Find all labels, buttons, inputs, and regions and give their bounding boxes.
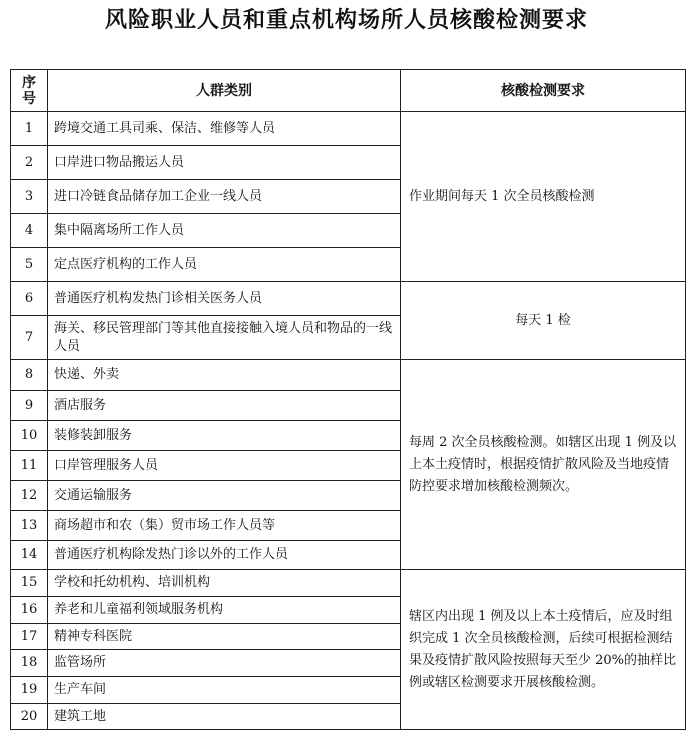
table-row xyxy=(11,570,686,597)
row-group: 普通医疗机构除发热门诊以外的工作人员 xyxy=(48,541,401,570)
table-row xyxy=(11,112,686,146)
row-number: 17 xyxy=(11,624,48,650)
row-number: 20 xyxy=(11,704,48,730)
row-number: 1 xyxy=(11,112,48,146)
testing-requirements-table xyxy=(10,69,686,730)
row-number: 12 xyxy=(11,481,48,511)
row-group: 精神专科医院 xyxy=(48,624,401,650)
row-group: 海关、移民管理部门等其他直接接触入境人员和物品的一线人员 xyxy=(48,316,401,360)
row-group: 定点医疗机构的工作人员 xyxy=(48,248,401,282)
row-group: 建筑工地 xyxy=(48,704,401,730)
row-number: 2 xyxy=(11,146,48,180)
row-number: 9 xyxy=(11,391,48,421)
row-number: 14 xyxy=(11,541,48,570)
row-group: 学校和托幼机构、培训机构 xyxy=(48,570,401,597)
row-number: 15 xyxy=(11,570,48,597)
row-group: 快递、外卖 xyxy=(48,360,401,391)
row-group: 普通医疗机构发热门诊相关医务人员 xyxy=(48,282,401,316)
row-number: 16 xyxy=(11,597,48,624)
row-group: 养老和儿童福利领域服务机构 xyxy=(48,597,401,624)
row-group: 进口冷链食品储存加工企业一线人员 xyxy=(48,180,401,214)
row-number: 8 xyxy=(11,360,48,391)
row-group: 跨境交通工具司乘、保洁、维修等人员 xyxy=(48,112,401,146)
requirement-cell-1: 作业期间每天 1 次全员核酸检测 xyxy=(401,112,686,282)
row-group: 装修装卸服务 xyxy=(48,421,401,451)
row-number: 4 xyxy=(11,214,48,248)
header-number xyxy=(11,70,48,112)
row-group: 商场超市和农（集）贸市场工作人员等 xyxy=(48,511,401,541)
header-number-line2: 号 xyxy=(22,90,36,107)
row-number: 6 xyxy=(11,282,48,316)
row-number: 13 xyxy=(11,511,48,541)
requirement-cell-3: 每周 2 次全员核酸检测。如辖区出现 1 例及以上本土疫情时，根据疫情扩散风险及当地疫情防控要求增加核酸检测频次。 xyxy=(401,360,686,570)
requirement-cell-2: 每天 1 检 xyxy=(401,282,686,360)
row-number: 5 xyxy=(11,248,48,282)
row-number: 7 xyxy=(11,316,48,360)
row-number: 3 xyxy=(11,180,48,214)
table-row xyxy=(11,360,686,391)
row-group: 集中隔离场所工作人员 xyxy=(48,214,401,248)
document-title: 风险职业人员和重点机构场所人员核酸检测要求 xyxy=(104,7,588,33)
row-group: 口岸管理服务人员 xyxy=(48,451,401,481)
row-number: 11 xyxy=(11,451,48,481)
header-requirement: 核酸检测要求 xyxy=(401,70,686,112)
requirement-cell-4: 辖区内出现 1 例及以上本土疫情后，应及时组织完成 1 次全员核酸检测，后续可根据检测结果及疫情扩散风险按照每天至少 20%的抽样比例或辖区检测要求开展核酸检测。 xyxy=(401,570,686,730)
row-group: 监管场所 xyxy=(48,650,401,677)
row-number: 19 xyxy=(11,677,48,704)
row-group: 口岸进口物品搬运人员 xyxy=(48,146,401,180)
header-number-line1: 序 xyxy=(22,74,36,91)
header-group: 人群类别 xyxy=(48,70,401,112)
row-number: 10 xyxy=(11,421,48,451)
row-group: 生产车间 xyxy=(48,677,401,704)
table-header-row xyxy=(11,70,686,112)
table-row xyxy=(11,282,686,316)
row-group: 交通运输服务 xyxy=(48,481,401,511)
row-group: 酒店服务 xyxy=(48,391,401,421)
row-number: 18 xyxy=(11,650,48,677)
